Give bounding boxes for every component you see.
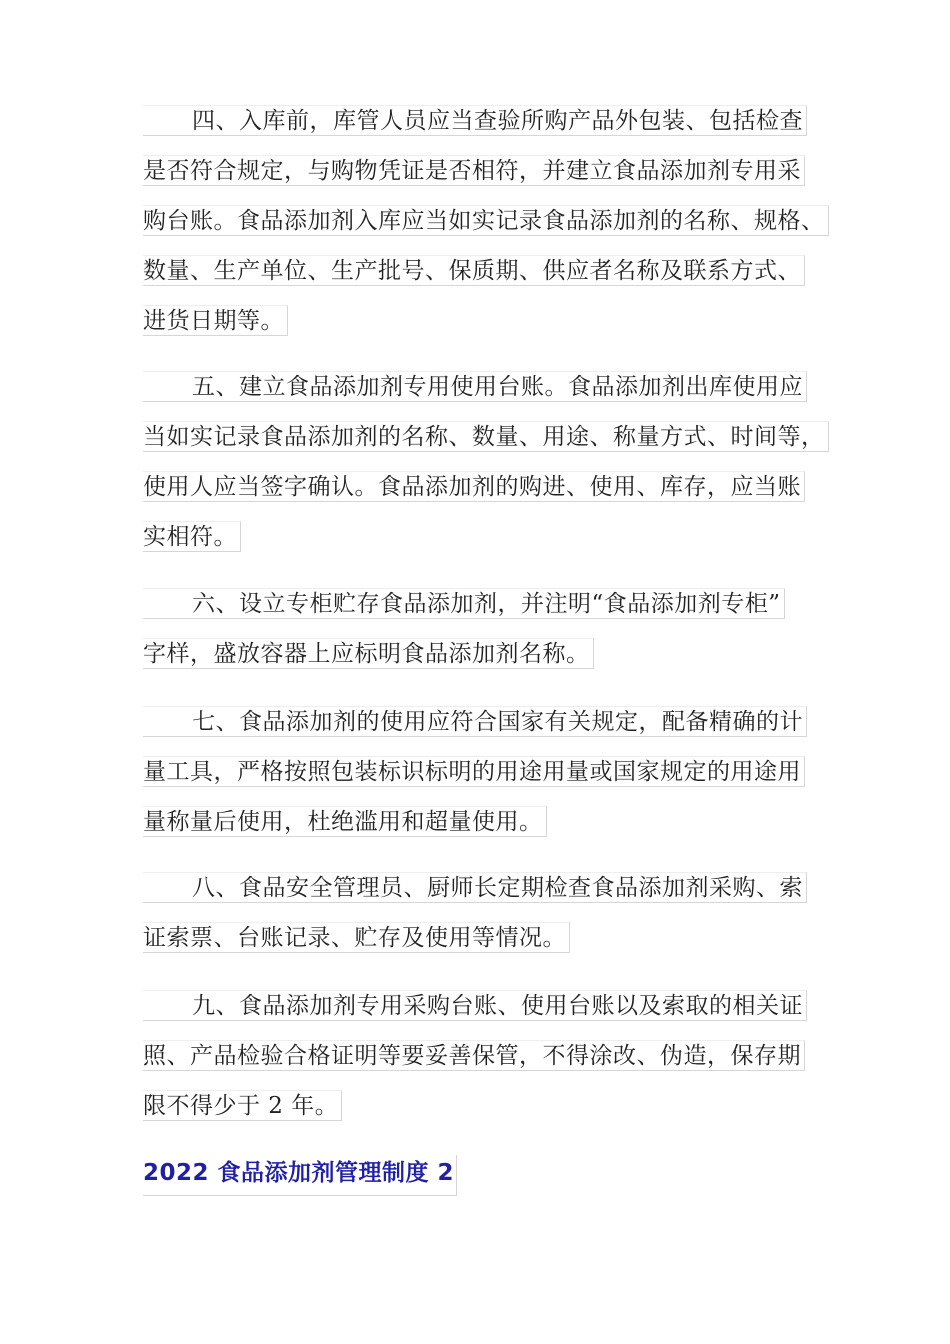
text-line [143, 579, 815, 629]
text-line [143, 913, 815, 963]
paragraph-9 [143, 981, 815, 1131]
text-line [143, 697, 815, 747]
text-line [143, 797, 815, 847]
line-text: 证索票、台账记录、贮存及使用等情况。 [143, 922, 570, 953]
line-text: 实相符。 [143, 521, 241, 552]
line-text: 购台账。食品添加剂入库应当如实记录食品添加剂的名称、规格、 [143, 205, 829, 236]
text-line [143, 412, 825, 462]
line-text: 量称量后使用，杜绝滥用和超量使用。 [143, 806, 547, 837]
line-text: 进货日期等。 [143, 305, 288, 336]
line-text: 数量、生产单位、生产批号、保质期、供应者名称及联系方式、 [143, 255, 805, 286]
line-text: 当如实记录食品添加剂的名称、数量、用途、称量方式、时间等， [143, 421, 829, 452]
line-text: 四、入库前，库管人员应当查验所购产品外包装、包括检查 [143, 105, 807, 136]
line-text: 字样，盛放容器上应标明食品添加剂名称。 [143, 638, 594, 669]
text-line [143, 296, 815, 346]
text-line [143, 196, 825, 246]
line-text: 限不得少于 2 年。 [143, 1090, 342, 1121]
line-text: 是否符合规定，与购物凭证是否相符，并建立食品添加剂专用采 [143, 155, 805, 186]
text-line [143, 246, 815, 296]
text-line [143, 629, 815, 679]
line-text: 八、食品安全管理员、厨师长定期检查食品添加剂采购、索 [143, 872, 807, 903]
text-line [143, 512, 815, 562]
line-text: 量工具，严格按照包装标识标明的用途用量或国家规定的用途用 [143, 756, 805, 787]
text-line [143, 1031, 815, 1081]
line-text: 使用人应当签字确认。食品添加剂的购进、使用、库存，应当账 [143, 471, 805, 502]
text-line [143, 146, 815, 196]
line-text: 五、建立食品添加剂专用使用台账。食品添加剂出库使用应 [143, 371, 807, 402]
text-line [143, 96, 815, 146]
text-line [143, 462, 815, 512]
text-line [143, 1081, 815, 1131]
line-text: 七、食品添加剂的使用应符合国家有关规定，配备精确的计 [143, 706, 807, 737]
paragraph-8 [143, 863, 815, 963]
text-line [143, 362, 815, 412]
paragraph-6 [143, 579, 815, 679]
line-text: 九、食品添加剂专用采购台账、使用台账以及索取的相关证 [143, 990, 807, 1021]
paragraph-4 [143, 96, 825, 346]
paragraph-7 [143, 697, 815, 847]
text-line [143, 747, 815, 797]
section-heading: 2022 食品添加剂管理制度 2 [143, 1155, 457, 1196]
line-text: 照、产品检验合格证明等要妥善保管，不得涂改、伪造，保存期 [143, 1040, 805, 1071]
text-line [143, 981, 815, 1031]
text-line [143, 863, 815, 913]
paragraph-5 [143, 362, 825, 562]
line-text: 六、设立专柜贮存食品添加剂，并注明“食品添加剂专柜” [143, 588, 785, 619]
